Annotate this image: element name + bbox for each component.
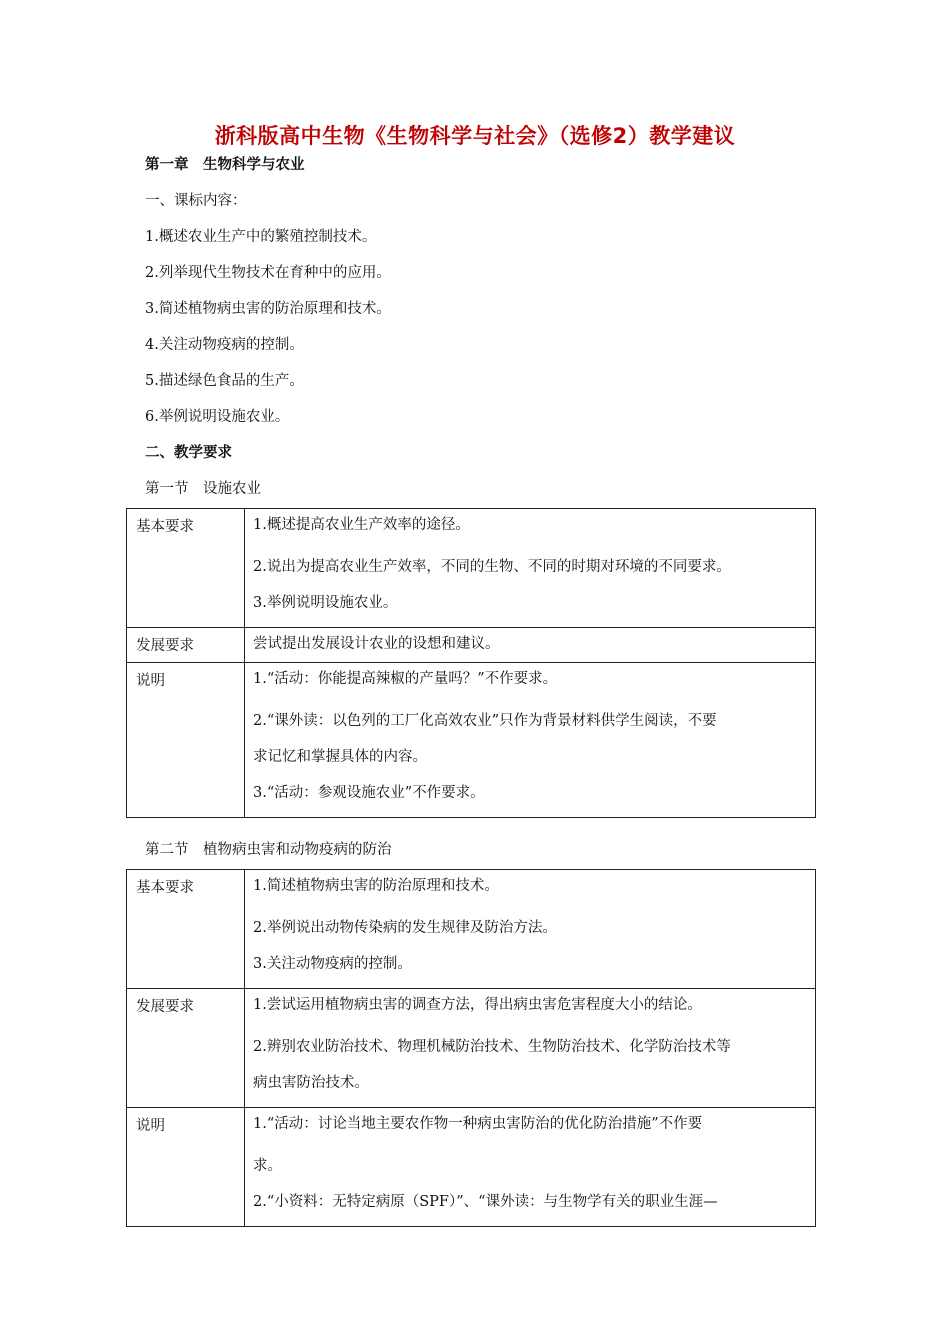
curriculum-item: 5.描述绿色食品的生产。 (145, 373, 304, 389)
row-label: 基本要求 (127, 870, 245, 989)
content-line: 1.概述提高农业生产效率的途径。 (253, 517, 470, 533)
section1-heading: 一、课标内容： (145, 193, 247, 209)
content-line: 尝试提出发展设计农业的设想和建议。 (253, 636, 500, 652)
content-line: 求。 (253, 1158, 282, 1174)
row-content (245, 663, 816, 818)
content-line: 3.关注动物疫病的控制。 (253, 956, 412, 972)
content-line: 1.“活动：讨论当地主要农作物一种病虫害防治的优化防治措施”不作要 (253, 1116, 703, 1132)
table-row (127, 663, 816, 818)
curriculum-item: 4.关注动物疫病的控制。 (145, 337, 304, 353)
row-content (245, 1108, 816, 1227)
table-row (127, 509, 816, 628)
node1-requirements-table (126, 508, 816, 818)
content-line: 2.“小资料：无特定病原（SPF）”、“课外读：与生物学有关的职业生涯— (253, 1194, 718, 1210)
row-content (245, 509, 816, 628)
row-label: 基本要求 (127, 509, 245, 628)
row-content (245, 628, 816, 663)
table-row (127, 1108, 816, 1227)
table-row (127, 870, 816, 989)
curriculum-item: 6.举例说明设施农业。 (145, 409, 290, 425)
content-line: 3.“活动：参观设施农业”不作要求。 (253, 785, 485, 801)
chapter-heading: 第一章 生物科学与农业 (145, 157, 305, 173)
content-line: 2.说出为提高农业生产效率，不同的生物、不同的时期对环境的不同要求。 (253, 559, 731, 575)
content-line: 求记忆和掌握具体的内容。 (253, 749, 427, 765)
document-title: 浙科版高中生物《生物科学与社会》（选修2）教学建议 (214, 124, 736, 148)
node1-heading: 第一节 设施农业 (145, 481, 261, 497)
node2-requirements-table (126, 869, 816, 1227)
table-row (127, 989, 816, 1108)
row-label: 说明 (127, 663, 245, 818)
curriculum-item: 2.列举现代生物技术在育种中的应用。 (145, 265, 391, 281)
content-line: 2.“课外读：以色列的工厂化高效农业”只作为背景材料供学生阅读，不要 (253, 713, 717, 729)
content-line: 3.举例说明设施农业。 (253, 595, 398, 611)
node2-heading: 第二节 植物病虫害和动物疫病的防治 (145, 842, 392, 858)
content-line: 1.简述植物病虫害的防治原理和技术。 (253, 878, 499, 894)
row-label: 说明 (127, 1108, 245, 1227)
content-line: 病虫害防治技术。 (253, 1075, 369, 1091)
row-label: 发展要求 (127, 628, 245, 663)
section2-heading: 二、教学要求 (145, 445, 232, 461)
content-line: 2.举例说出动物传染病的发生规律及防治方法。 (253, 920, 557, 936)
table-row (127, 628, 816, 663)
content-line: 1.“活动：你能提高辣椒的产量吗？”不作要求。 (253, 671, 558, 687)
content-line: 2.辨别农业防治技术、物理机械防治技术、生物防治技术、化学防治技术等 (253, 1039, 731, 1055)
row-content (245, 989, 816, 1108)
row-label: 发展要求 (127, 989, 245, 1108)
content-line: 1.尝试运用植物病虫害的调查方法，得出病虫害危害程度大小的结论。 (253, 997, 702, 1013)
curriculum-item: 3.简述植物病虫害的防治原理和技术。 (145, 301, 391, 317)
row-content (245, 870, 816, 989)
curriculum-item: 1.概述农业生产中的繁殖控制技术。 (145, 229, 377, 245)
